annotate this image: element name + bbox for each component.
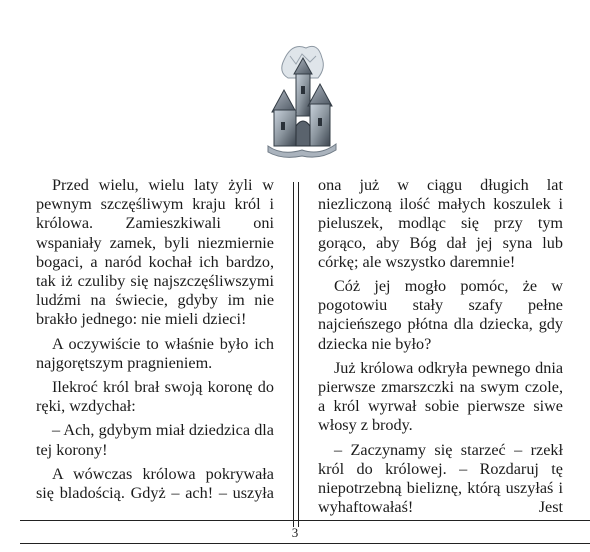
paragraph: Ilekroć król brał swoją koronę do ręki, wzdychał:: [36, 378, 274, 416]
paragraph: Już królowa odkryła pewnego dnia pierwsze zmarszczki na swym czole, a król wyrwał sobie pierwsze siwe włosy z brody.: [318, 358, 563, 435]
column-divider: [293, 182, 299, 527]
castle-icon: [262, 38, 340, 158]
paragraph: ona już w ciągu długich lat niezliczoną ilość małych koszulek i pieluszek, modląc się przy tym gorąco, aby Bóg dał jej syna lub córkę; ale wszystko daremnie!: [318, 176, 563, 271]
page-number: 3: [291, 525, 299, 540]
paragraph: A oczywiście to właśnie było ich najgorętszym pragnieniem.: [36, 334, 274, 372]
left-text-column: [36, 176, 274, 508]
footer-rule-top: [20, 520, 590, 521]
paragraph: – Zaczynamy się starzeć – rzekł król do królowej. – Rozdaruj tę niepotrzebną bieliznę, którą uszyłaś i wyhaftowałaś! Jest: [318, 440, 563, 517]
paragraph: – Ach, gdybym miał dziedzica dla tej korony!: [36, 421, 274, 459]
paragraph: A wówczas królowa pokrywała się bladością. Gdyż – ach! – uszyła: [36, 464, 274, 503]
footer-rule-bottom: [20, 543, 590, 544]
right-text-column: [318, 176, 563, 522]
castle-illustration: [262, 38, 340, 158]
paragraph: Przed wielu, wielu laty żyli w pewnym szczęśliwym kraju król i królowa. Zamieszkiwali oni wspaniały zamek, byli niezmiernie bogaci, a naród kochał ich bardzo, tak iż czuliby się najszczęśliwszymi ludźmi na świecie, gdyby im nie brakło jednego: nie mieli dzieci!: [36, 176, 274, 329]
paragraph: Cóż jej mogło pomóc, że w pogotowiu stały szafy pełne najcieńszego płótna dla dziecka, gdy dziecka nie było?: [318, 277, 563, 353]
